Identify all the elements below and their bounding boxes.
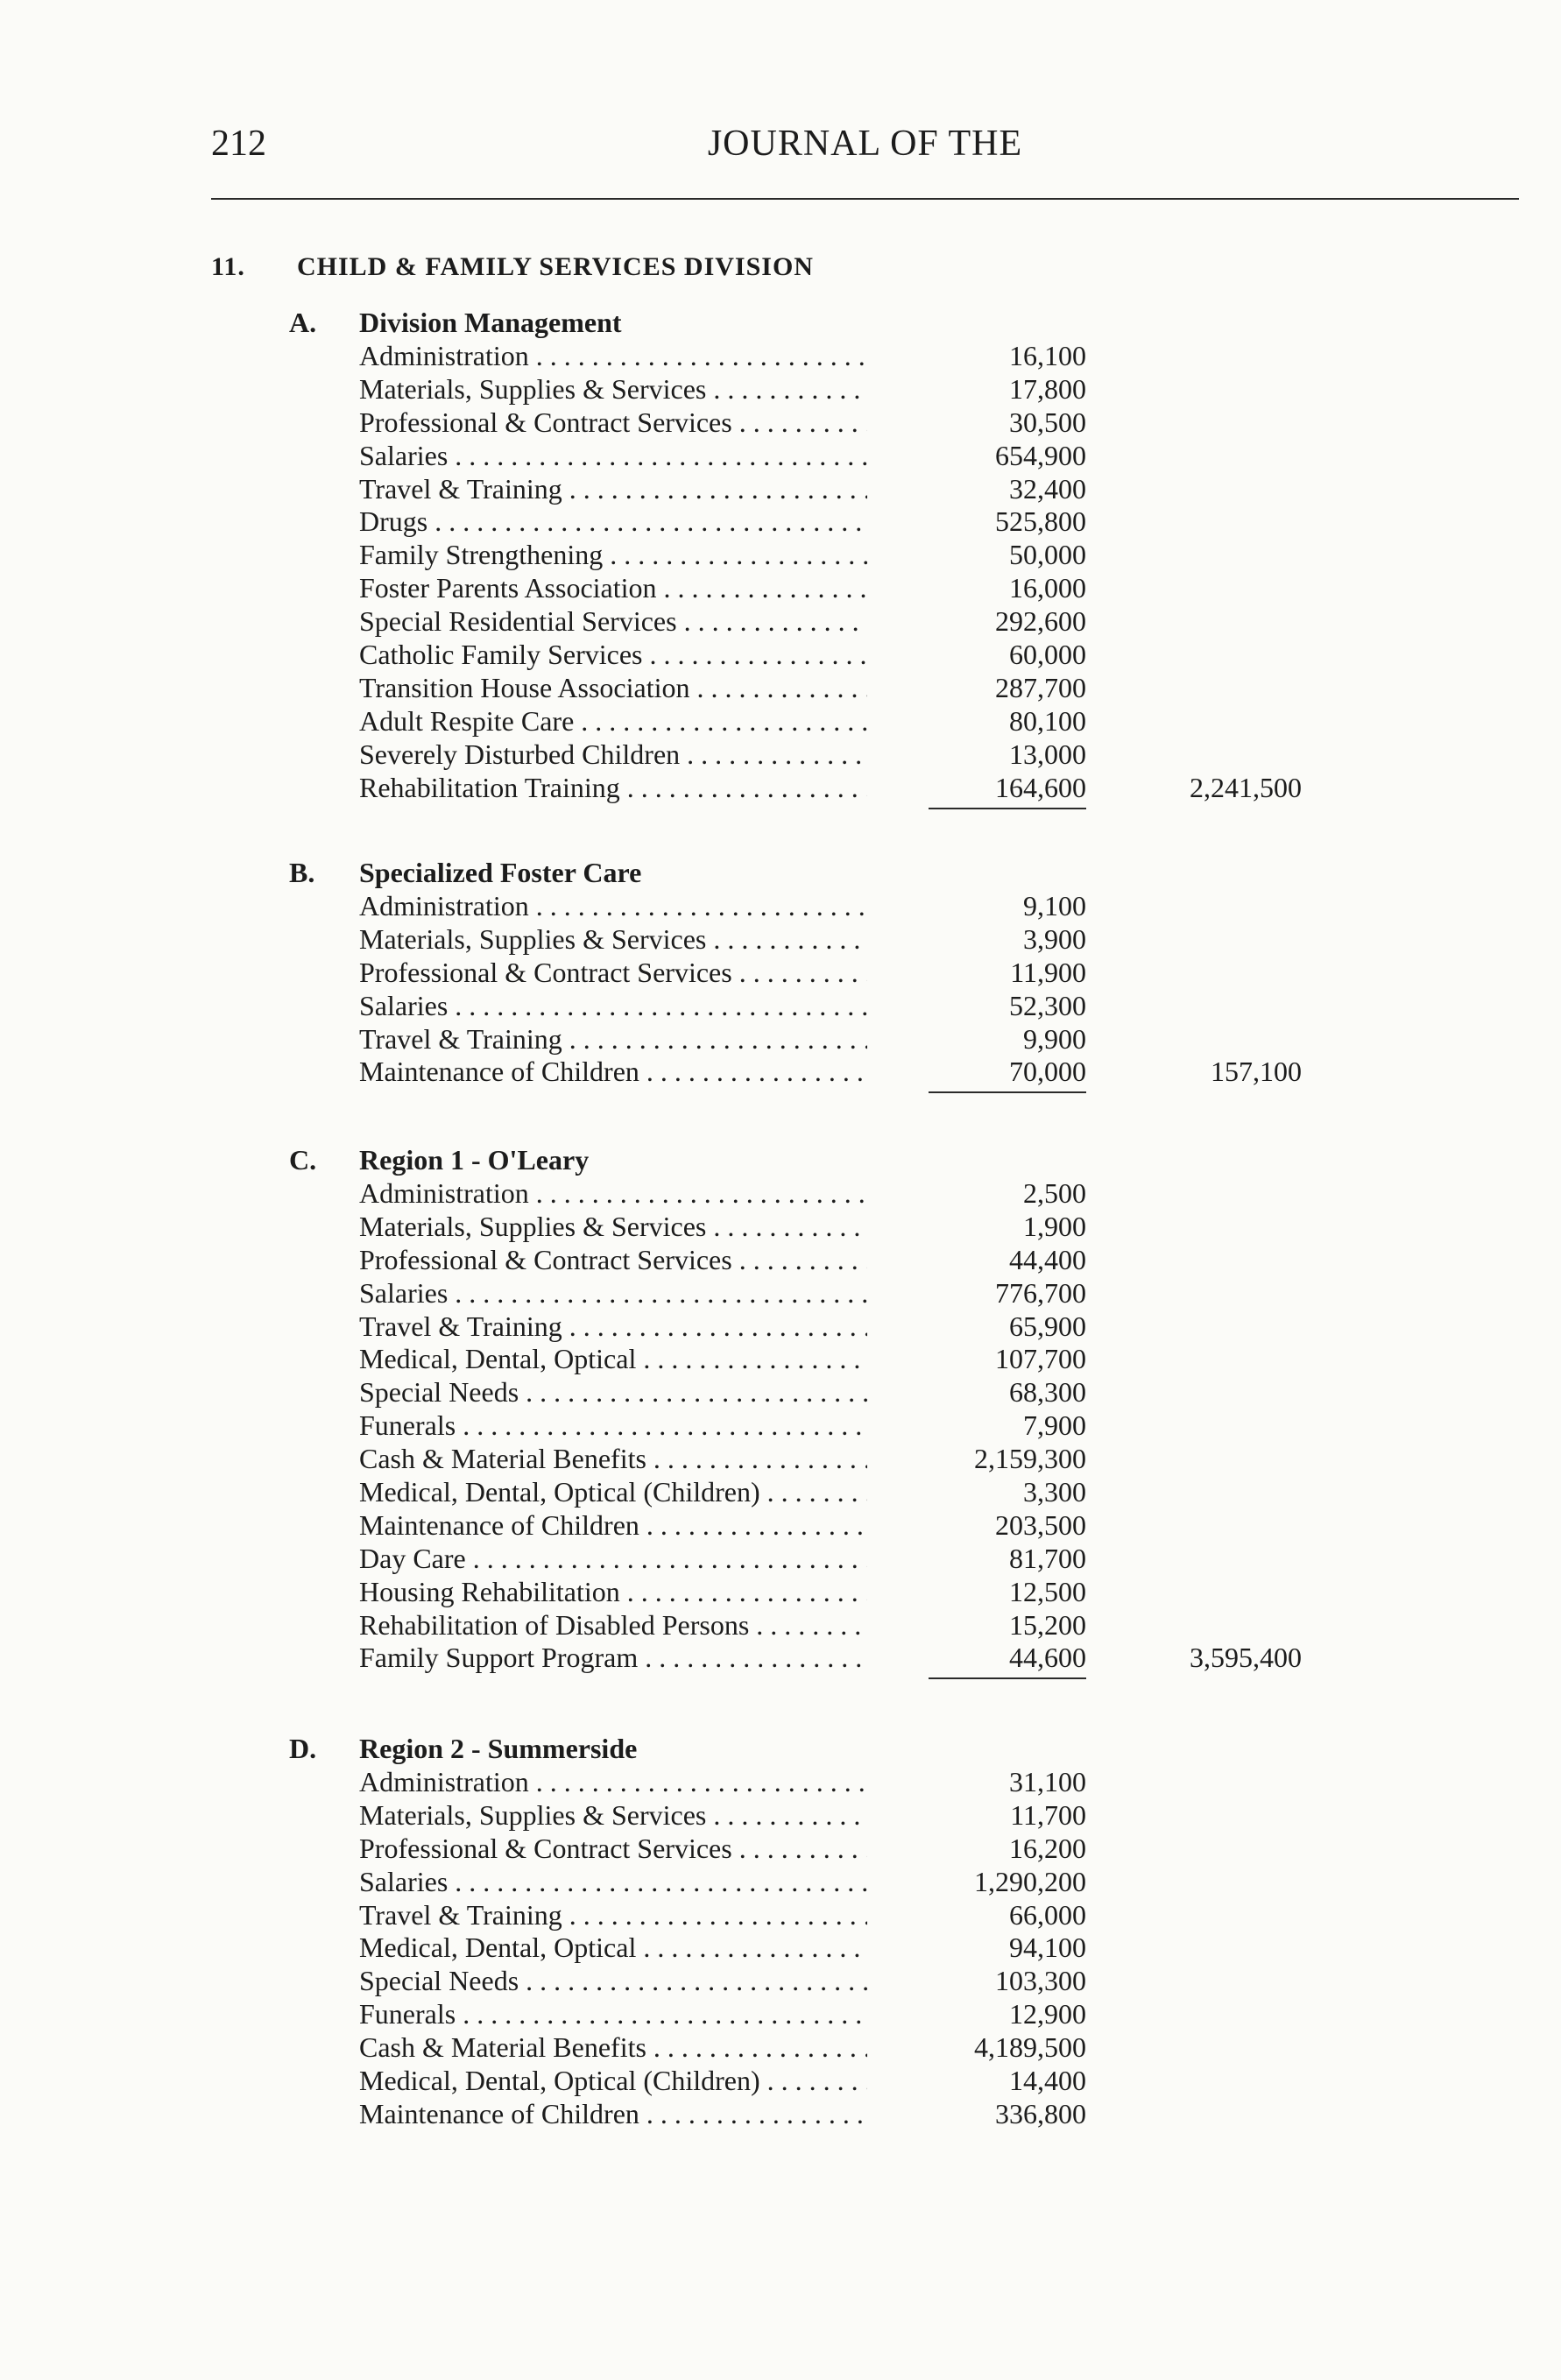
line-item-amount: 292,600 bbox=[995, 605, 1086, 638]
line-item bbox=[0, 772, 1561, 805]
line-item bbox=[0, 340, 1561, 373]
line-item bbox=[0, 572, 1561, 605]
section-letter: A. bbox=[289, 307, 317, 338]
line-item bbox=[0, 1244, 1561, 1277]
line-item-label: Administration . . . bbox=[359, 1766, 867, 1798]
line-item-label: Materials, Supplies & Services . . . bbox=[359, 1799, 867, 1832]
line-item-amount: 3,300 bbox=[1023, 1476, 1086, 1508]
line-item bbox=[0, 1211, 1561, 1244]
running-title: JOURNAL OF THE bbox=[707, 124, 1023, 164]
line-item bbox=[0, 1799, 1561, 1833]
page-header bbox=[211, 123, 1519, 166]
line-item bbox=[0, 1932, 1561, 1965]
line-item-label: Medical, Dental, Optical . . . bbox=[359, 1932, 867, 1964]
line-item-amount: 2,159,300 bbox=[974, 1443, 1086, 1475]
line-item-amount: 164,600 bbox=[911, 772, 1086, 804]
line-item-label: Cash & Material Benefits . . . bbox=[359, 1443, 867, 1475]
section-total: 157,100 bbox=[1211, 1056, 1302, 1088]
section-total: 3,595,400 bbox=[1190, 1642, 1302, 1674]
line-item-label: Maintenance of Children . . . bbox=[359, 1509, 867, 1542]
line-item-amount: 7,900 bbox=[1023, 1409, 1086, 1442]
line-item-amount: 80,100 bbox=[1009, 704, 1086, 737]
line-item-amount: 654,900 bbox=[995, 439, 1086, 471]
line-item bbox=[0, 2098, 1561, 2131]
line-item bbox=[0, 1310, 1561, 1344]
line-item-label: Travel & Training . . . bbox=[359, 1023, 867, 1056]
line-item bbox=[0, 923, 1561, 957]
line-item-amount: 776,700 bbox=[995, 1276, 1086, 1309]
line-item bbox=[0, 1543, 1561, 1576]
line-item-amount: 70,000 bbox=[911, 1056, 1086, 1088]
line-item-label: Maintenance of Children . . . bbox=[359, 1056, 867, 1088]
line-item-label: Housing Rehabilitation . . . bbox=[359, 1576, 867, 1608]
line-item-label: Rehabilitation Training . . . bbox=[359, 772, 867, 804]
section-letter: C. bbox=[289, 1144, 317, 1176]
line-item-label: Materials, Supplies & Services . . . bbox=[359, 373, 867, 406]
budget-section bbox=[0, 1144, 1561, 1675]
line-item-label: Drugs . . . bbox=[359, 505, 867, 538]
division-number: 11. bbox=[211, 252, 245, 281]
line-item bbox=[0, 1409, 1561, 1443]
line-item-amount: 13,000 bbox=[1009, 738, 1086, 770]
line-item bbox=[0, 440, 1561, 473]
line-item bbox=[0, 1023, 1561, 1056]
line-item-label: Funerals . . . bbox=[359, 1998, 867, 2030]
budget-section bbox=[0, 1733, 1561, 2131]
line-item-label: Salaries . . . bbox=[359, 990, 867, 1022]
budget-section bbox=[0, 307, 1561, 804]
line-item-label: Catholic Family Services . . . bbox=[359, 639, 867, 671]
line-item-amount: 16,100 bbox=[1009, 340, 1086, 371]
line-item-label: Salaries . . . bbox=[359, 1277, 867, 1310]
line-item bbox=[0, 890, 1561, 923]
line-item bbox=[0, 990, 1561, 1023]
line-item-label: Professional & Contract Services . . . bbox=[359, 1833, 867, 1865]
section-title: Region 2 - Summerside bbox=[359, 1733, 638, 1764]
line-item-label: Travel & Training . . . bbox=[359, 473, 867, 505]
line-item bbox=[0, 1609, 1561, 1642]
line-item-label: Maintenance of Children . . . bbox=[359, 2098, 867, 2130]
line-item bbox=[0, 1343, 1561, 1376]
line-item-amount: 81,700 bbox=[1009, 1542, 1086, 1574]
line-item-label: Cash & Material Benefits . . . bbox=[359, 2031, 867, 2064]
line-item-label: Professional & Contract Services . . . bbox=[359, 1244, 867, 1276]
line-item-amount: 30,500 bbox=[1009, 406, 1086, 438]
line-item bbox=[0, 373, 1561, 406]
line-item bbox=[0, 1576, 1561, 1609]
line-item-amount: 16,200 bbox=[1009, 1832, 1086, 1864]
line-item bbox=[0, 705, 1561, 738]
line-item-label: Foster Parents Association . . . bbox=[359, 572, 867, 604]
line-item-label: Day Care . . . bbox=[359, 1543, 867, 1575]
line-item-label: Rehabilitation of Disabled Persons . . . bbox=[359, 1609, 867, 1642]
line-item bbox=[0, 1277, 1561, 1310]
line-item bbox=[0, 1056, 1561, 1089]
line-item bbox=[0, 539, 1561, 572]
line-item-label: Special Needs . . . bbox=[359, 1376, 867, 1409]
line-item bbox=[0, 672, 1561, 705]
line-item-label: Materials, Supplies & Services . . . bbox=[359, 923, 867, 956]
line-item-label: Administration . . . bbox=[359, 1177, 867, 1210]
section-title: Division Management bbox=[359, 307, 622, 338]
line-item-amount: 11,700 bbox=[1010, 1798, 1086, 1831]
section-title: Specialized Foster Care bbox=[359, 857, 642, 888]
line-item-amount: 103,300 bbox=[995, 1965, 1086, 1997]
line-item-amount: 12,500 bbox=[1009, 1575, 1086, 1607]
line-item-amount: 12,900 bbox=[1009, 1998, 1086, 2030]
line-item-amount: 50,000 bbox=[1009, 539, 1086, 571]
section-heading bbox=[0, 1733, 1561, 1766]
line-item-label: Special Needs . . . bbox=[359, 1965, 867, 1997]
section-heading bbox=[0, 857, 1561, 890]
line-item bbox=[0, 2065, 1561, 2098]
line-item bbox=[0, 1509, 1561, 1543]
line-item bbox=[0, 1965, 1561, 1998]
line-item-amount: 4,189,500 bbox=[974, 2031, 1086, 2064]
line-item-amount: 336,800 bbox=[995, 2097, 1086, 2129]
line-item bbox=[0, 1476, 1561, 1509]
line-item-label: Family Strengthening . . . bbox=[359, 539, 867, 571]
line-item-amount: 31,100 bbox=[1009, 1766, 1086, 1797]
line-item-amount: 1,900 bbox=[1023, 1210, 1086, 1242]
line-item-amount: 11,900 bbox=[1010, 956, 1086, 988]
line-item-amount: 65,900 bbox=[1009, 1310, 1086, 1342]
budget-section bbox=[0, 857, 1561, 1089]
line-item-amount: 107,700 bbox=[995, 1343, 1086, 1375]
line-item-amount: 44,400 bbox=[1009, 1243, 1086, 1275]
section-title: Region 1 - O'Leary bbox=[359, 1144, 590, 1176]
line-item-label: Salaries . . . bbox=[359, 440, 867, 472]
line-item-amount: 68,300 bbox=[1009, 1376, 1086, 1409]
line-item-label: Professional & Contract Services . . . bbox=[359, 957, 867, 989]
line-item-amount: 9,900 bbox=[1023, 1022, 1086, 1055]
section-total: 2,241,500 bbox=[1190, 771, 1302, 803]
line-item bbox=[0, 605, 1561, 639]
line-item bbox=[0, 639, 1561, 672]
line-item bbox=[0, 1998, 1561, 2031]
line-item bbox=[0, 1376, 1561, 1409]
line-item-amount: 287,700 bbox=[995, 671, 1086, 703]
line-item-label: Medical, Dental, Optical (Children) . . . bbox=[359, 1476, 867, 1508]
line-item bbox=[0, 505, 1561, 539]
line-item-amount: 525,800 bbox=[995, 505, 1086, 538]
line-item-amount: 16,000 bbox=[1009, 572, 1086, 604]
line-item-label: Medical, Dental, Optical . . . bbox=[359, 1343, 867, 1375]
line-item-amount: 3,900 bbox=[1023, 922, 1086, 955]
line-item bbox=[0, 406, 1561, 440]
line-item-label: Materials, Supplies & Services . . . bbox=[359, 1211, 867, 1243]
line-item-label: Travel & Training . . . bbox=[359, 1310, 867, 1343]
line-item-amount: 15,200 bbox=[1009, 1608, 1086, 1641]
line-item bbox=[0, 473, 1561, 506]
line-item-amount: 60,000 bbox=[1009, 639, 1086, 671]
line-item-label: Administration . . . bbox=[359, 340, 867, 372]
line-item-amount: 52,300 bbox=[1009, 989, 1086, 1021]
line-item bbox=[0, 957, 1561, 990]
line-item-label: Special Residential Services . . . bbox=[359, 605, 867, 638]
line-item bbox=[0, 1766, 1561, 1799]
page-number: 212 bbox=[211, 124, 266, 164]
section-heading bbox=[0, 307, 1561, 340]
line-item bbox=[0, 2031, 1561, 2065]
line-item-amount: 17,800 bbox=[1009, 372, 1086, 405]
line-item-label: Travel & Training . . . bbox=[359, 1899, 867, 1932]
division-heading bbox=[211, 252, 814, 282]
line-item-label: Transition House Association . . . bbox=[359, 672, 867, 704]
line-item-amount: 203,500 bbox=[995, 1508, 1086, 1541]
line-item-label: Adult Respite Care . . . bbox=[359, 705, 867, 738]
line-item-amount: 94,100 bbox=[1009, 1932, 1086, 1964]
line-item-amount: 14,400 bbox=[1009, 2065, 1086, 2097]
line-item bbox=[0, 1642, 1561, 1675]
line-item-label: Funerals . . . bbox=[359, 1409, 867, 1442]
line-item bbox=[0, 1899, 1561, 1932]
division-title: CHILD & FAMILY SERVICES DIVISION bbox=[297, 252, 814, 281]
line-item-amount: 32,400 bbox=[1009, 472, 1086, 505]
line-item bbox=[0, 1177, 1561, 1211]
line-item-amount: 1,290,200 bbox=[974, 1865, 1086, 1897]
line-item bbox=[0, 738, 1561, 772]
line-item-label: Professional & Contract Services . . . bbox=[359, 406, 867, 439]
line-item bbox=[0, 1866, 1561, 1899]
header-rule bbox=[211, 198, 1519, 200]
line-item-label: Salaries . . . bbox=[359, 1866, 867, 1898]
line-item-label: Administration . . . bbox=[359, 890, 867, 922]
line-item-amount: 44,600 bbox=[911, 1642, 1086, 1674]
line-item bbox=[0, 1443, 1561, 1476]
line-item-label: Family Support Program . . . bbox=[359, 1642, 867, 1674]
line-item-amount: 9,100 bbox=[1023, 890, 1086, 922]
section-heading bbox=[0, 1144, 1561, 1177]
line-item-amount: 2,500 bbox=[1023, 1177, 1086, 1209]
line-item-label: Severely Disturbed Children . . . bbox=[359, 738, 867, 771]
line-item-amount: 66,000 bbox=[1009, 1898, 1086, 1931]
line-item bbox=[0, 1833, 1561, 1866]
line-item-label: Medical, Dental, Optical (Children) . . . bbox=[359, 2065, 867, 2097]
section-letter: B. bbox=[289, 857, 315, 888]
section-letter: D. bbox=[289, 1733, 317, 1764]
